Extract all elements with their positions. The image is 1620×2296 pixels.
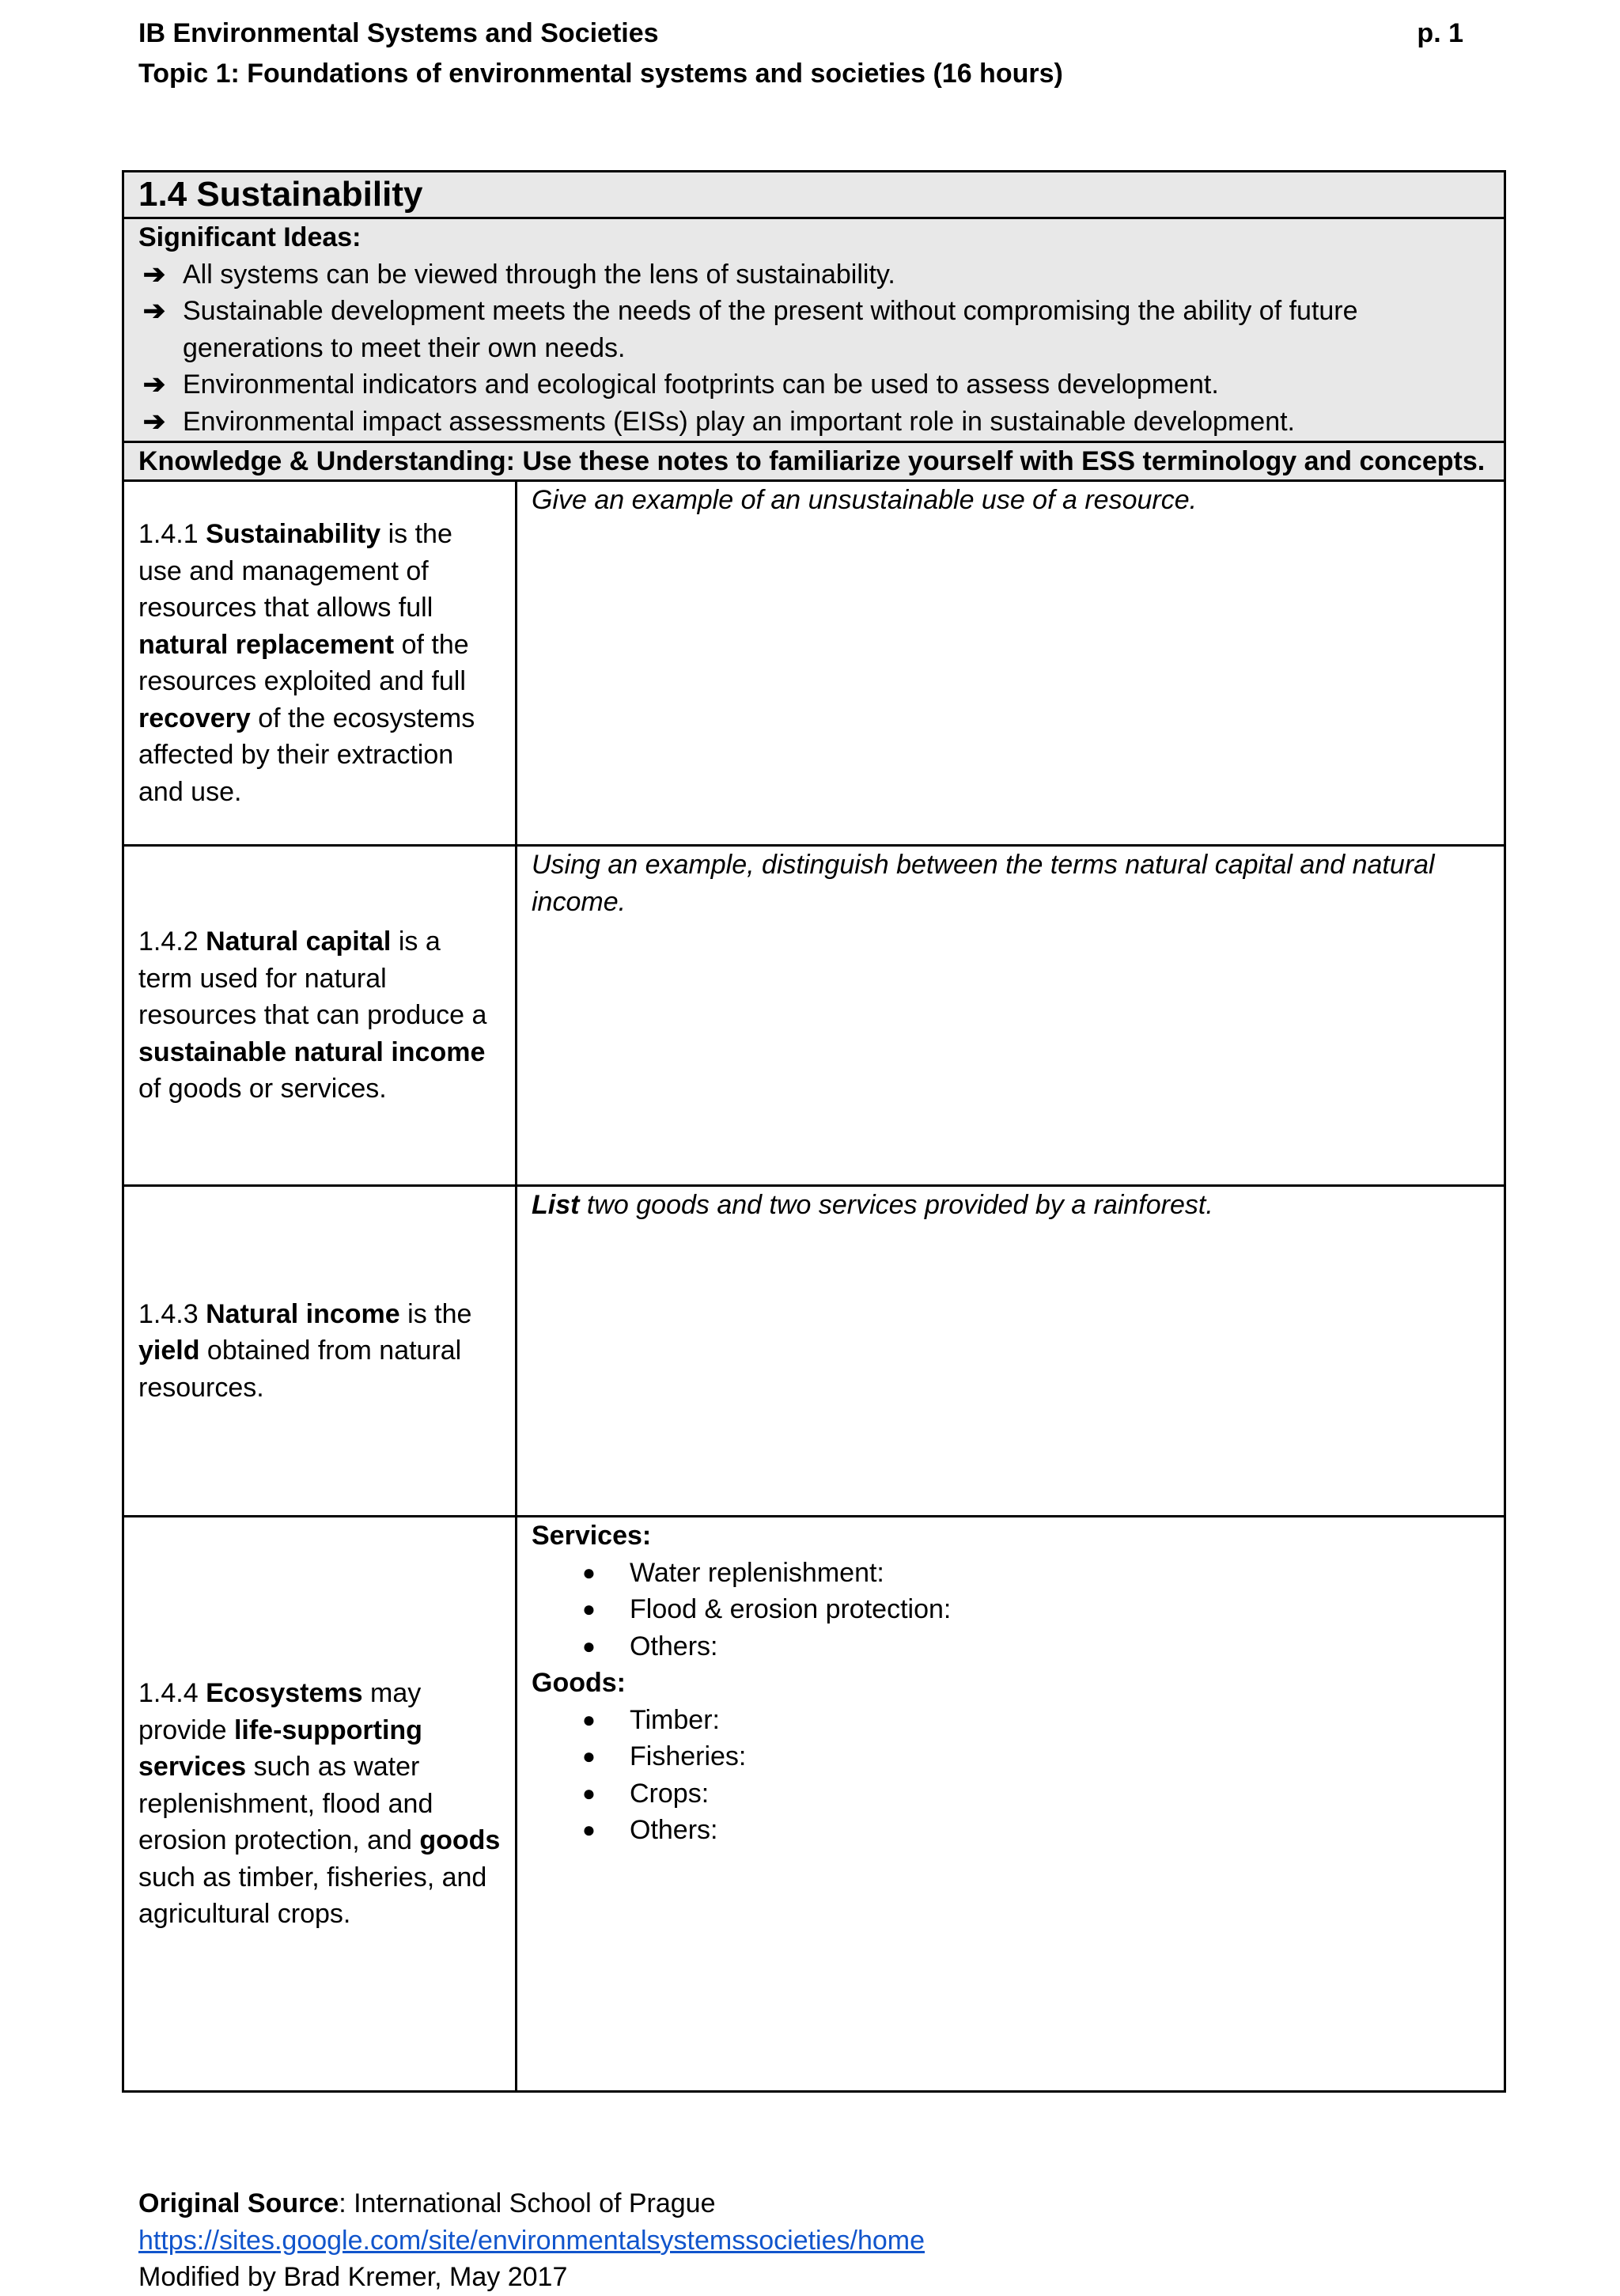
prompt-1-4-2: Using an example, distinguish between the terms natural capital and natural income. — [532, 850, 1435, 917]
arrow-icon: ➔ — [142, 259, 166, 290]
answer-cell-1-4-2[interactable] — [517, 846, 1505, 1186]
list-item: ● Water replenishment: — [582, 1555, 1489, 1592]
term-cell-1-4-3: 1.4.3 Natural income is the yield obtained from natural resources. — [123, 1186, 517, 1517]
page-number: p. 1 — [1417, 18, 1463, 48]
prompt-1-4-3: List two goods and two services provided by a rainforest. — [532, 1190, 1213, 1220]
term-ecosystems: Ecosystems — [206, 1678, 363, 1709]
services-list — [532, 1555, 1489, 1665]
idea-item: ➔ Sustainable development meets the needs of the present without compromising the ability of future generations to meet their own needs. — [183, 293, 1489, 366]
answer-cell-1-4-1[interactable] — [517, 481, 1505, 846]
arrow-icon: ➔ — [142, 369, 166, 400]
topic-title: Topic 1: Foundations of environmental systems and societies (16 hours) — [138, 59, 1063, 89]
list-item: ● Flood & erosion protection: — [582, 1591, 1489, 1628]
source-line: Original Source: International School of Prague — [138, 2188, 716, 2218]
significant-ideas — [123, 218, 1505, 442]
services-label: Services: — [532, 1521, 652, 1551]
list-item: ● Others: — [582, 1628, 1489, 1665]
section-title: 1.4 Sustainability — [123, 172, 1505, 218]
significant-ideas-label: Significant Ideas: — [138, 222, 361, 252]
term-natural-capital: Natural capital — [206, 926, 392, 957]
course-title: IB Environmental Systems and Societies — [138, 18, 659, 48]
term-natural-income: Natural income — [206, 1298, 400, 1329]
idea-item: ➔ All systems can be viewed through the lens of sustainability. — [183, 256, 1489, 294]
answer-cell-1-4-4[interactable] — [517, 1517, 1505, 2092]
idea-item: ➔ Environmental indicators and ecological footprints can be used to assess development. — [183, 366, 1489, 404]
answer-cell-1-4-3[interactable] — [517, 1186, 1505, 1517]
idea-item: ➔ Environmental impact assessments (EISs) play an important role in sustainable development. — [183, 404, 1489, 441]
prompt-1-4-1: Give an example of an unsustainable use of a resource. — [532, 485, 1198, 515]
term-sustainability: Sustainability — [206, 519, 381, 549]
list-item: ● Crops: — [582, 1775, 1489, 1813]
list-item: ● Fisheries: — [582, 1738, 1489, 1775]
modified-line: Modified by Brad Kremer, May 2017 — [138, 2262, 568, 2292]
ideas-list — [138, 256, 1489, 441]
goods-label: Goods: — [532, 1668, 626, 1698]
goods-list — [532, 1702, 1489, 1849]
knowledge-heading: Knowledge & Understanding: Use these notes to familiarize yourself with ESS terminology and concepts. — [123, 442, 1505, 481]
list-item: ● Others: — [582, 1812, 1489, 1849]
arrow-icon: ➔ — [142, 296, 166, 326]
source-link[interactable]: https://sites.google.com/site/environmentalsystemssocieties/home — [138, 2225, 925, 2256]
term-cell-1-4-1: 1.4.1 Sustainability is the use and management of resources that allows full natural replacement of the resources exploited and full recovery of the ecosystems affected by their extraction and use. — [123, 481, 517, 846]
footer — [138, 2185, 925, 2296]
list-item: ● Timber: — [582, 1702, 1489, 1739]
term-cell-1-4-2: 1.4.2 Natural capital is a term used for natural resources that can produce a sustainable natural income of goods or services. — [123, 846, 517, 1186]
arrow-icon: ➔ — [142, 406, 166, 437]
worksheet-table — [122, 170, 1506, 2093]
term-cell-1-4-4: 1.4.4 Ecosystems may provide life-supporting services such as water replenishment, flood and erosion protection, and goods such as timber, fisheries, and agricultural crops. — [123, 1517, 517, 2092]
